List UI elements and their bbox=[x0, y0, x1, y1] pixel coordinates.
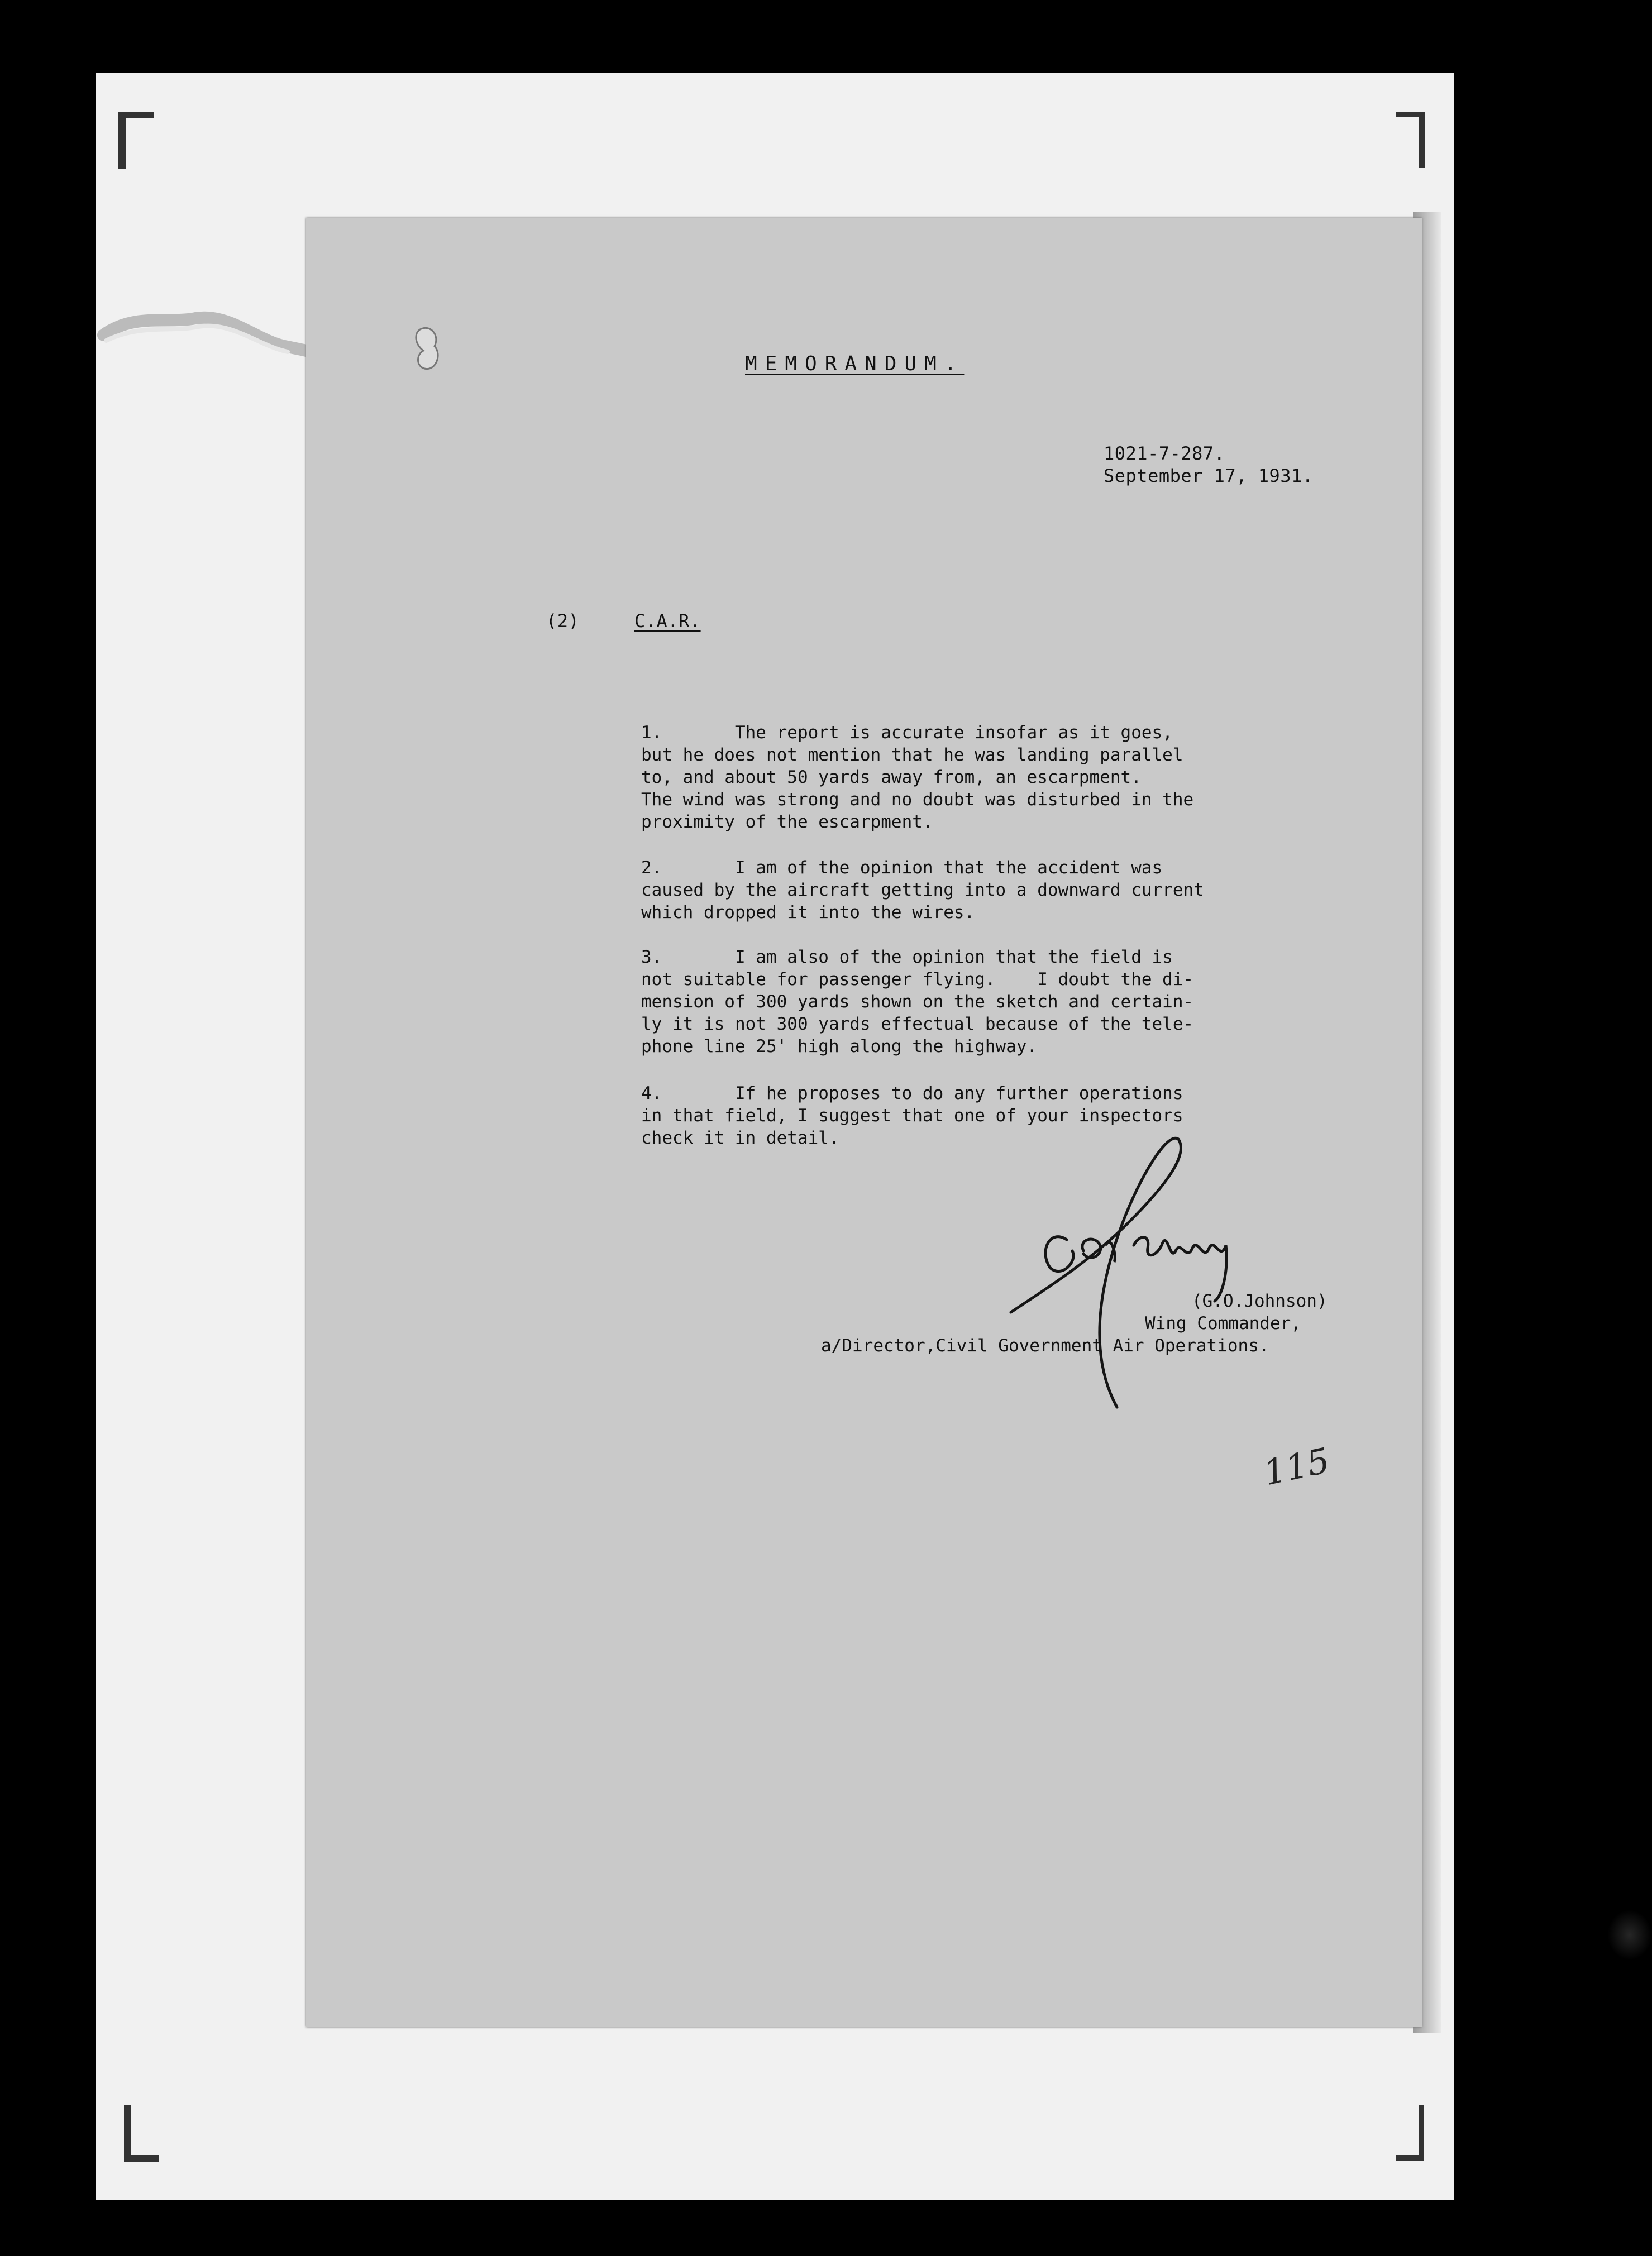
signatory-title: a/Director,Civil Government Air Operations. bbox=[821, 1336, 1269, 1356]
frame-corner-bottom-right bbox=[1396, 2105, 1424, 2161]
reference-number: 1021-7-287. bbox=[1104, 443, 1225, 464]
folio-number: 115 bbox=[1260, 1440, 1334, 1494]
paragraph-line: The wind was strong and no doubt was disturbed in the bbox=[641, 790, 1194, 810]
paragraph-line: to, and about 50 yards away from, an escarpment. bbox=[641, 767, 1142, 787]
paragraph-line: 4. If he proposes to do any further operations bbox=[641, 1083, 1183, 1103]
paragraph-line: 1. The report is accurate insofar as it goes, bbox=[641, 723, 1173, 743]
paragraph-line: 3. I am also of the opinion that the field is bbox=[641, 947, 1173, 967]
frame-corner-top-right bbox=[1396, 112, 1425, 168]
paragraph-1 bbox=[641, 721, 1193, 833]
paragraph-line: mension of 300 yards shown on the sketch and certain- bbox=[641, 992, 1194, 1012]
distribution-recipient: C.A.R. bbox=[634, 610, 701, 632]
signatory-name: (G.O.Johnson) bbox=[1192, 1291, 1328, 1311]
signatory-rank: Wing Commander, bbox=[1145, 1313, 1301, 1333]
paragraph-2 bbox=[641, 857, 1204, 924]
folio-number-mark bbox=[1260, 1435, 1334, 1497]
tag-string-icon bbox=[101, 302, 324, 363]
paragraph-line: check it in detail. bbox=[641, 1128, 839, 1148]
paragraph-line: proximity of the escarpment. bbox=[641, 812, 933, 832]
paragraph-3 bbox=[641, 946, 1193, 1058]
memo-heading: MEMORANDUM. bbox=[745, 352, 965, 375]
paragraph-line: phone line 25' high along the highway. bbox=[641, 1036, 1038, 1057]
frame-corner-bottom-left bbox=[124, 2105, 159, 2162]
handwritten-signature-icon bbox=[1000, 1134, 1268, 1413]
paragraph-line: not suitable for passenger flying. I doubt the di- bbox=[641, 969, 1194, 990]
distribution-number: (2) bbox=[546, 610, 580, 632]
paragraph-line: which dropped it into the wires. bbox=[641, 902, 975, 923]
memo-date: September 17, 1931. bbox=[1104, 465, 1314, 486]
paragraph-line: 2. I am of the opinion that the accident was bbox=[641, 858, 1163, 878]
paragraph-line: ly it is not 300 yards effectual because of the tele- bbox=[641, 1014, 1194, 1034]
paragraph-line: in that field, I suggest that one of your inspectors bbox=[641, 1106, 1183, 1126]
paragraph-line: but he does not mention that he was landing parallel bbox=[641, 745, 1183, 765]
paper-smudge bbox=[1607, 1910, 1652, 1960]
paragraph-line: caused by the aircraft getting into a downward current bbox=[641, 880, 1204, 900]
punch-hole-icon bbox=[413, 324, 441, 374]
frame-corner-top-left bbox=[118, 112, 154, 169]
